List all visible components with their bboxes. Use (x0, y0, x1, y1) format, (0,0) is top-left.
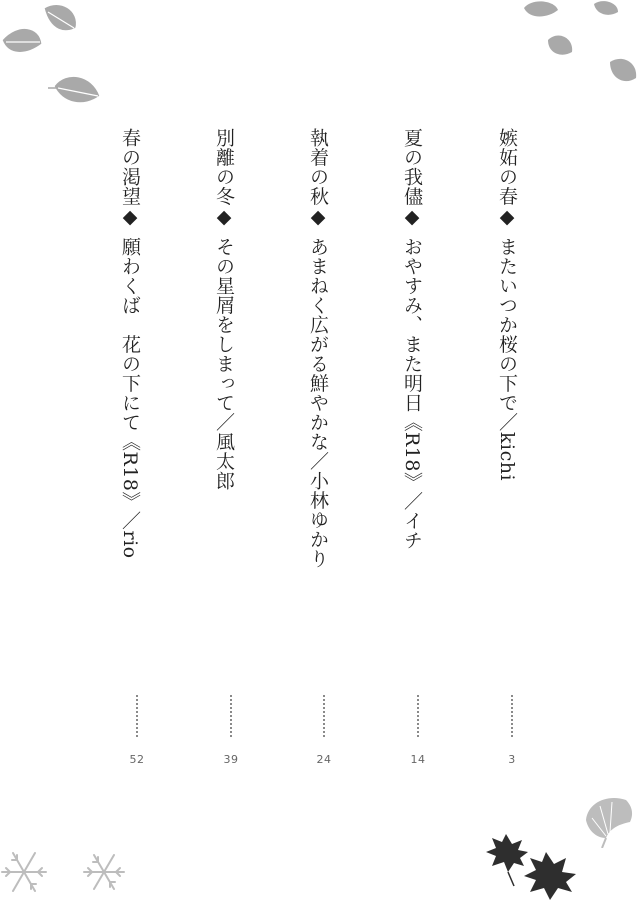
toc-entry-4[interactable] (212, 128, 236, 490)
maple-leaves-decoration-bottom-right (484, 830, 584, 900)
toc-page-number-3: 24 (316, 753, 332, 766)
leaf-decoration-top-right (518, 0, 638, 100)
toc-page-number-5: 52 (129, 753, 145, 766)
toc-leader-2 (417, 695, 419, 737)
toc-entry-title: 嫉妬の春◆ (496, 128, 518, 229)
toc-leader-3 (323, 695, 325, 737)
toc-entry-subtitle: またいつか桜の下で／kichi (496, 236, 518, 481)
toc-entry-subtitle: おやすみ、また明日《R18》／イチ (401, 236, 423, 550)
toc-page-number-1: 3 (508, 753, 516, 766)
toc-leader-4 (230, 695, 232, 737)
leaf-decoration-top-left (0, 0, 120, 120)
toc-page-number-2: 14 (410, 753, 426, 766)
toc-entry-subtitle: 願わくば 花の下にて《R18》／rio (119, 236, 141, 559)
toc-entry-title: 春の渇望◆ (119, 128, 141, 229)
toc-entry-title: 執着の秋◆ (307, 128, 329, 229)
ginkgo-decoration-bottom-right (582, 792, 638, 848)
snowflake-decoration-bottom-left (0, 842, 140, 900)
toc-entry-subtitle: その星屑をしまって／風太郎 (213, 236, 235, 490)
toc-page-number-4: 39 (223, 753, 239, 766)
toc-entry-title: 別離の冬◆ (213, 128, 235, 229)
toc-leader-5 (136, 695, 138, 737)
toc-entry-title: 夏の我儘◆ (401, 128, 423, 229)
toc-entry-2[interactable] (400, 128, 424, 549)
toc-entry-1[interactable] (495, 128, 519, 481)
toc-entry-3[interactable] (306, 128, 330, 568)
toc-entry-5[interactable] (118, 128, 142, 558)
toc-entry-subtitle: あまねく広がる鮮やかな／小林ゆかり (307, 236, 329, 568)
toc-leader-1 (511, 695, 513, 737)
